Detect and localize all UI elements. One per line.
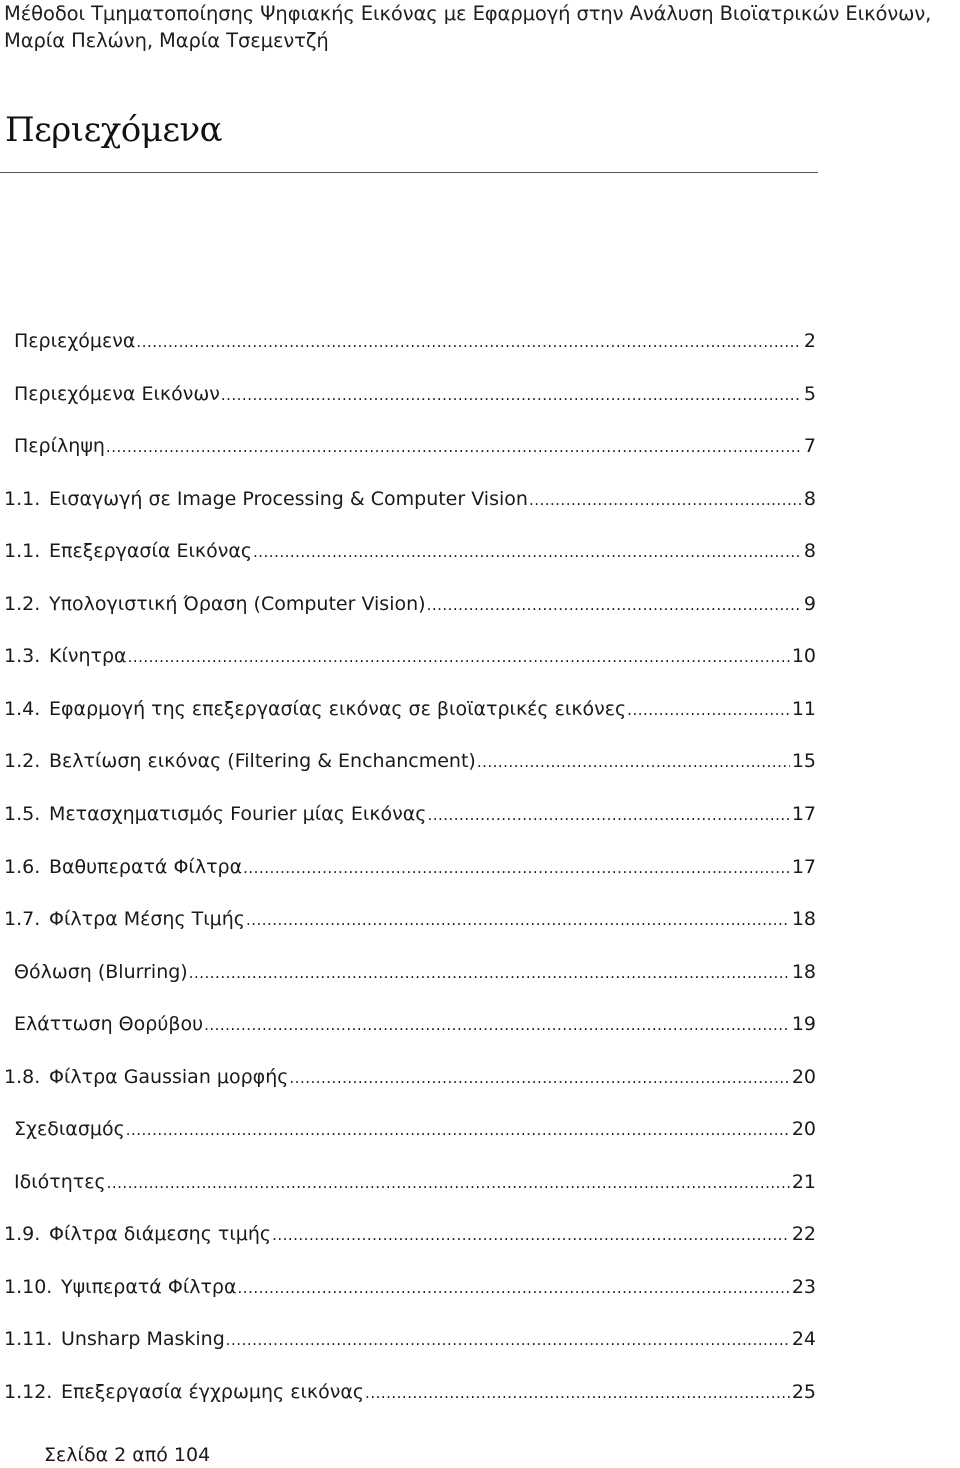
toc-dot-leader [221,380,802,410]
toc-entry-number: 1.2. [4,592,41,615]
toc-entry-label: Μετασχηματισμός Fourier μίας Εικόνας [49,802,427,825]
toc-entry-label: Ελάττωση Θορύβου [14,1013,204,1036]
toc-entry-page: 23 [791,1275,816,1298]
toc-dot-leader [128,642,790,672]
toc-entry-page: 22 [791,1223,816,1246]
toc-dot-leader [365,1378,790,1408]
toc-entry[interactable] [14,1114,816,1144]
toc-entry-label: Ιδιότητες [14,1170,106,1193]
toc-entry[interactable] [4,1272,816,1302]
toc-entry[interactable] [4,1219,816,1249]
toc-entry-page: 7 [803,435,816,458]
toc-entry[interactable] [14,1009,816,1039]
toc-entry-page: 18 [791,908,816,931]
toc-dot-leader [243,853,790,883]
toc-dot-leader [238,1273,790,1303]
toc-dot-leader [477,747,790,777]
toc-entry-page: 11 [791,697,816,720]
toc-entry-label: Unsharp Masking [61,1328,225,1351]
toc-dot-leader [226,1325,790,1355]
toc-dot-leader [253,537,802,567]
toc-entry-page: 17 [791,802,816,825]
toc-dot-leader [136,327,801,357]
toc-entry-label: Επεξεργασία έγχρωμης εικόνας [61,1381,365,1403]
title-divider [0,172,818,173]
toc-entry-label: Κίνητρα [49,645,127,668]
toc-dot-leader [189,958,790,988]
toc-entry-number: 1.12. [4,1381,53,1403]
toc-entry[interactable] [4,904,816,934]
toc-entry-label: Περιεχόμενα Εικόνων [14,382,220,405]
toc-entry[interactable] [14,1167,816,1197]
toc-entry-label: Σχεδιασμός [14,1118,125,1141]
toc-dot-leader [627,695,790,725]
toc-entry-page: 20 [791,1118,816,1141]
toc-entry-page: 8 [803,540,816,563]
running-header [4,0,954,54]
toc-entry-number: 1.4. [4,697,41,720]
toc-entry[interactable] [4,694,816,724]
toc-entry-page: 5 [803,382,816,405]
header-authors-line: Μαρία Πελώνη, Μαρία Τσεμεντζή [4,29,329,52]
toc-entry[interactable] [4,1062,816,1092]
toc-entry-page: 17 [791,855,816,878]
page-title: Περιεχόμενα [5,110,223,150]
toc-entry-label: Περιεχόμενα [14,330,136,352]
toc-entry-page: 9 [803,592,816,615]
toc-entry-number: 1.5. [4,802,41,825]
toc-entry-page: 18 [791,960,816,983]
header-title-line: Μέθοδοι Τμηματοποίησης Ψηφιακής Εικόνας με Εφαρμογή στην Ανάλυση Βιοϊατρικών Εικόνων, [4,2,932,25]
toc-dot-leader [289,1063,789,1093]
toc-entry[interactable] [14,957,816,987]
toc-entry-number: 1.9. [4,1223,41,1246]
toc-dot-leader [529,485,802,515]
toc-entry-label: Υπολογιστική Όραση (Computer Vision) [49,592,426,615]
toc-entry-number: 1.2. [4,750,41,773]
toc-entry[interactable] [14,379,816,409]
toc-entry-page: 2 [803,330,816,352]
toc-entry[interactable] [4,799,816,829]
toc-entry-label: Φίλτρα Μέσης Τιμής [49,908,245,931]
toc-entry-number: 1.3. [4,645,41,668]
toc-entry-number: 1.1. [4,540,41,563]
toc-entry-label: Επεξεργασία Εικόνας [49,540,252,563]
toc-entry-label: Περίληψη [14,435,105,458]
toc-entry-label: Βαθυπερατά Φίλτρα [49,855,243,878]
toc-entry[interactable] [4,589,816,619]
toc-entry-label: Θόλωση (Blurring) [14,960,188,983]
toc-entry-number: 1.8. [4,1065,41,1088]
toc-entry-page: 19 [791,1013,816,1036]
toc-entry[interactable] [4,536,816,566]
toc-entry-label: Φίλτρα Gaussian μορφής [49,1065,289,1088]
toc-entry-label: Φίλτρα διάμεσης τιμής [49,1223,272,1246]
toc-entry-page: 10 [791,645,816,668]
toc-entry-label: Εισαγωγή σε Image Processing & Computer Vision [49,487,528,510]
toc-entry-number: 1.11. [4,1328,53,1351]
toc-dot-leader [204,1010,790,1040]
page-number-footer: Σελίδα 2 από 104 [44,1444,211,1466]
toc-entry-page: 25 [791,1381,816,1403]
toc-entry-page: 15 [791,750,816,773]
toc-entry[interactable] [14,431,816,461]
toc-dot-leader [107,1168,790,1198]
toc-entry-number: 1.1. [4,487,41,510]
toc-entry-number: 1.10. [4,1275,53,1298]
toc-entry-label: Εφαρμογή της επεξεργασίας εικόνας σε βιοϊατρικές εικόνες [49,697,627,720]
toc-entry-label: Βελτίωση εικόνας (Filtering & Enchancment) [49,750,476,773]
toc-entry-page: 24 [791,1328,816,1351]
toc-dot-leader [106,432,802,462]
toc-entry[interactable] [4,1324,816,1354]
toc-entry-page: 8 [803,487,816,510]
toc-dot-leader [427,590,802,620]
toc-dot-leader [427,800,789,830]
toc-dot-leader [246,905,790,935]
toc-dot-leader [272,1220,790,1250]
toc-entry-number: 1.6. [4,855,41,878]
toc-entry-label: Υψιπερατά Φίλτρα [61,1275,237,1298]
toc-entry[interactable] [4,1377,816,1407]
toc-entry-page: 21 [791,1170,816,1193]
toc-entry[interactable] [4,484,816,514]
toc-entry[interactable] [4,746,816,776]
toc-entry-page: 20 [791,1065,816,1088]
toc-entry[interactable] [4,641,816,671]
toc-entry[interactable] [14,326,816,356]
toc-entry[interactable] [4,852,816,882]
toc-dot-leader [126,1115,790,1145]
toc-entry-number: 1.7. [4,908,41,931]
